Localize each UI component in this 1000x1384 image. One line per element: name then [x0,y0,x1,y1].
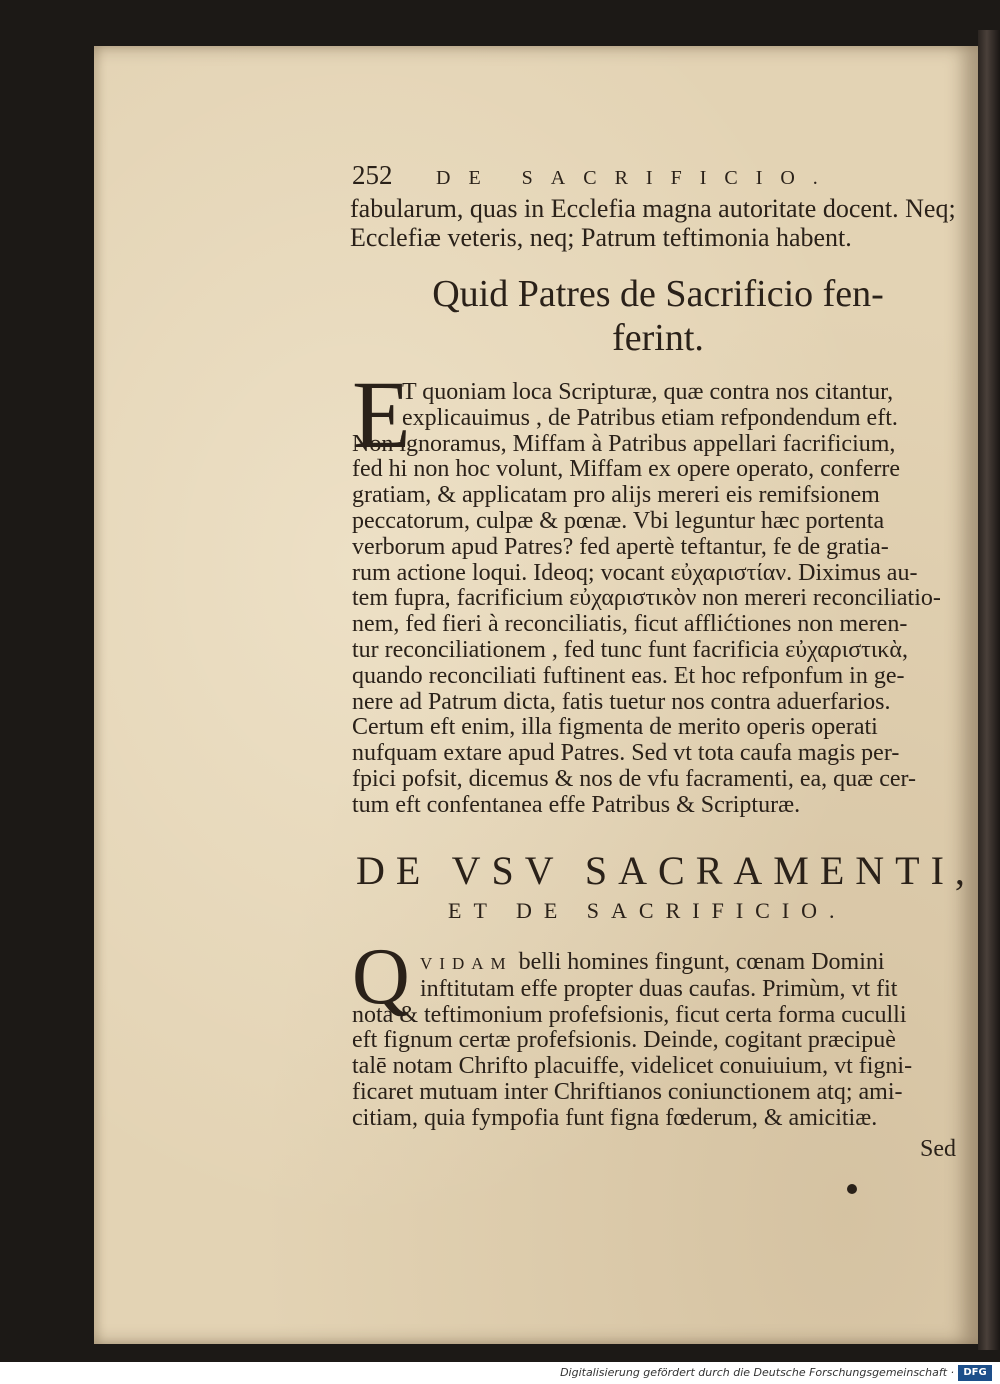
text-line: fed hi non hoc volunt, Miffam ex opere operato, conferre [352,456,901,483]
text-line: fabularum, quas in Ecclefia magna autoritate docent. Neq; [350,194,956,223]
paragraph-patres [352,380,966,819]
drop-cap-e: E [352,361,411,468]
heading-line: Quid Patres de Sacrificio fen- [432,273,884,315]
text-line: fpici pofsit, dicemus & nos de vfu facramenti, ea, quæ cer- [352,765,916,792]
section-heading-usu: DE VSV SACRAMENTI, [356,848,976,893]
text-line: nere ad Patrum dicta, fatis tuetur nos contra aduerfarios. [352,688,891,715]
text-line: Ecclefiæ veteris, neq; Patrum teftimonia habent. [350,223,852,252]
text-line: citiam, quia fympofia funt figna fœderum, & amicitiæ. [352,1104,878,1131]
page-number: 252 [352,160,393,190]
text-line: peccatorum, culpæ & pœnæ. Vbi leguntur hæc portenta [352,507,885,534]
text-line: nem, fed fieri à reconciliatis, ficut afflićtiones non meren- [352,611,908,638]
text-line: tur reconciliationem , fed tunc funt facrificia εὐχαριστικὰ, [352,636,908,663]
heading-line: ferint. [612,317,704,359]
lead-word: VIDAM [420,954,513,973]
section-subheading-sacrificio: ET DE SACRIFICIO. [448,898,847,923]
text-line: rum actione loqui. Ideoq; vocant εὐχαριστίαν. Diximus au- [352,559,918,586]
text-line: talē notam Chrifto placuiffe, videlicet conuiuium, vt figni- [352,1053,913,1080]
footer-credit: Digitalisierung gefördert durch die Deutsche Forschungsgemeinschaft · [560,1366,954,1379]
text-line: inftitutam effe propter duas caufas. Primùm, vt fit [420,975,898,1002]
text-line: eft fignum certæ profefsionis. Deinde, cogitant præcipuè [352,1027,896,1054]
digitization-footer [0,1362,1000,1384]
text-line: Certum eft enim, illa figmenta de merito operis operati [352,714,878,741]
catchword: Sed [920,1136,956,1162]
running-head [352,160,836,191]
book-spine [978,30,1000,1350]
text-line: explicauimus , de Patribus etiam refpondendum eft. [402,404,898,431]
text-line: gratiam, & applicatam pro alijs mereri eis remifsionem [352,482,880,509]
text-line: T quoniam loca Scripturæ, quæ contra nos citantur, [402,379,894,405]
text-line: nota & teftimonium profefsionis, ficut certa forma cuculli [352,1001,907,1028]
text-line: tum eft confentanea effe Patribus & Scripturæ. [352,791,801,818]
ink-dot [847,1184,857,1194]
dfg-logo-icon: DFG [958,1365,992,1381]
running-head-title: DE SACRIFICIO. [436,167,836,189]
text-line: ficaret mutuam inter Chriftianos coniunctionem atq; ami- [352,1078,903,1105]
text-line: verborum apud Patres? fed apertè teftantur, fe de gratia- [352,533,889,560]
section-heading-patres [350,272,966,360]
text-line [352,950,966,977]
text-line: quando reconciliati fuftinent eas. Et hoc refponfum in ge- [352,662,905,689]
drop-cap-q: Q [352,933,410,1021]
continued-text [350,194,956,252]
text-line-rest: belli homines fingunt, cœnam Domini [512,949,885,975]
text-line: tem fupra, facrificium εὐχαριστικὸν non mereri reconciliatio- [352,585,941,612]
text-line: Non ignoramus, Miffam à Patribus appellari facrificium, [352,430,896,457]
paragraph-usu [352,950,966,1132]
text-line: nufquam extare apud Patres. Sed vt tota caufa magis per- [352,740,900,767]
